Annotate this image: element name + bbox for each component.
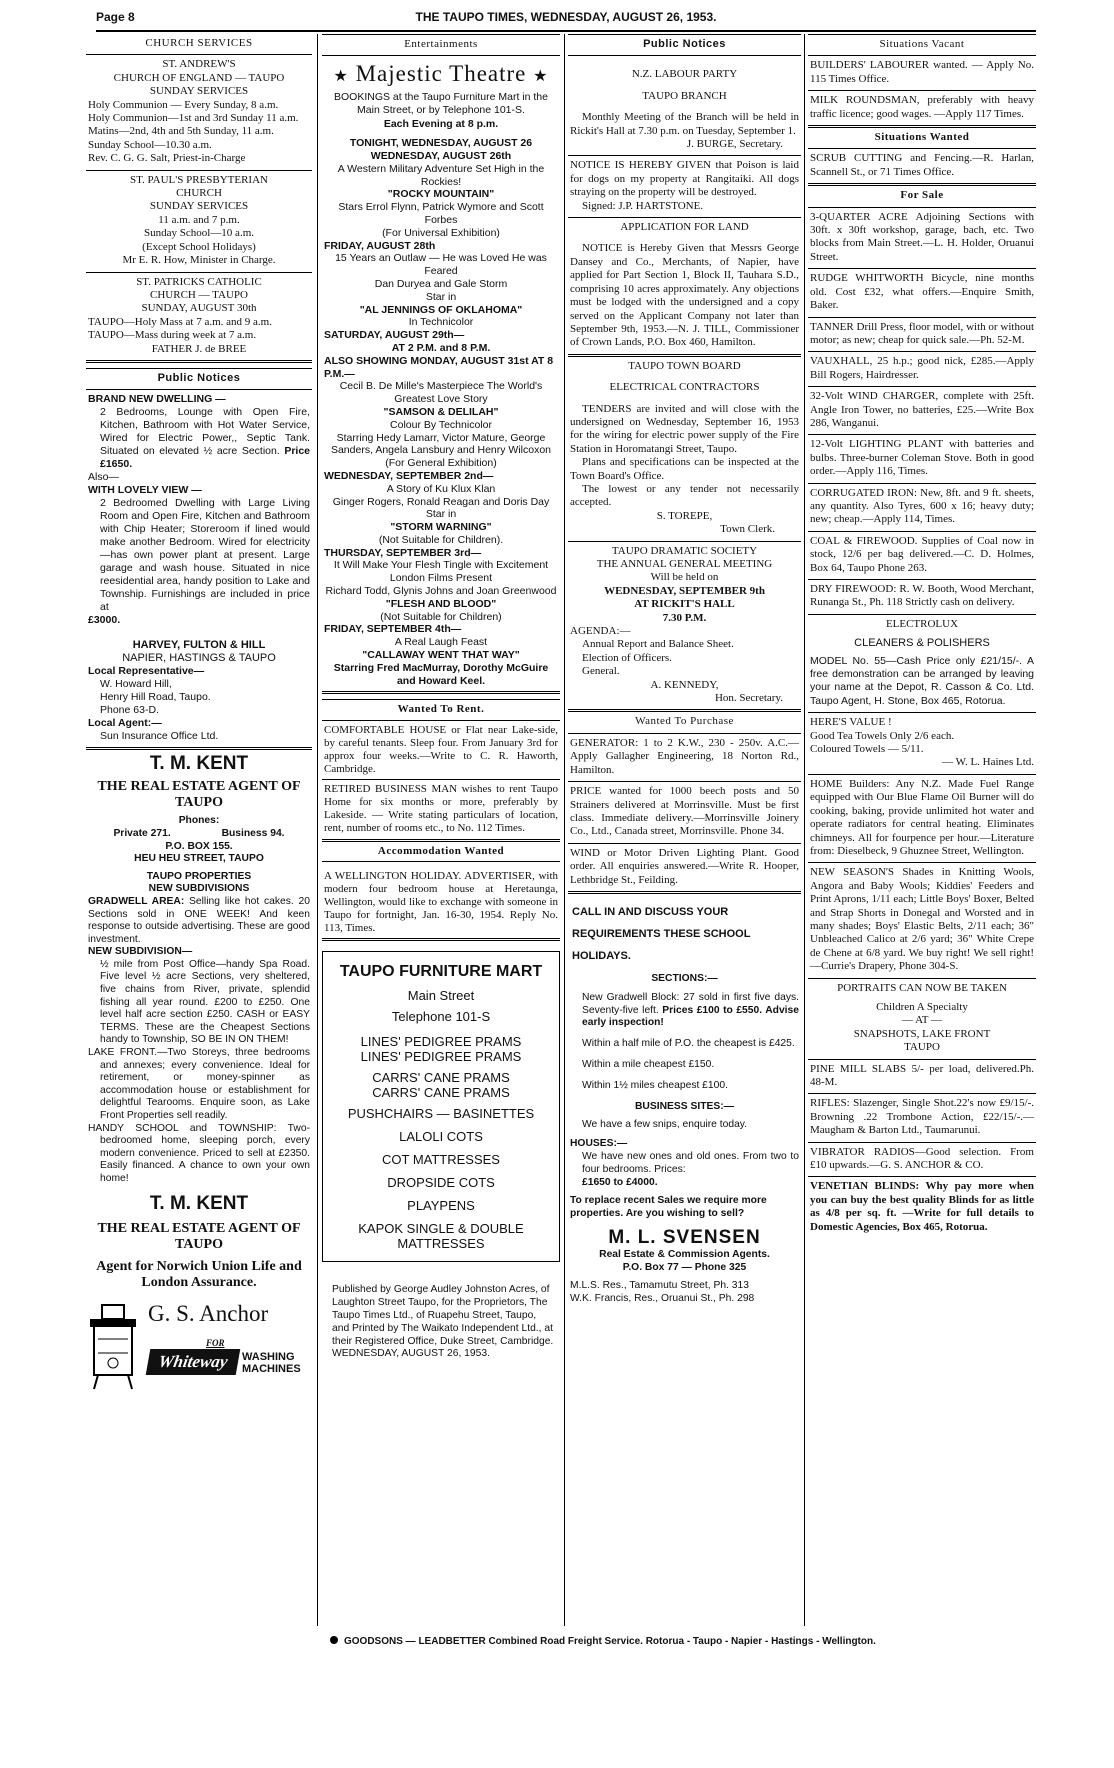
session-time: Each Evening at 8 p.m. [383, 118, 499, 131]
column-rule [564, 34, 565, 1626]
film-note: Colour By Technicolor [390, 418, 492, 431]
church-name: ST. ANDREW'S [162, 58, 236, 71]
section-heading: Accommodation Wanted [377, 844, 505, 857]
church-name: ST. PAUL'S PRESBYTERIAN [130, 173, 268, 186]
film-title: "FLESH AND BLOOD" [385, 597, 497, 610]
classified-ad: COAL & FIREWOOD. Supplies of Coal now in stock, 12/6 per bag delivered.—C. D. Holmes, Box 64, Taupo Phone 263. [808, 532, 1036, 580]
agent-label: Local Agent:— [88, 717, 162, 730]
section-heading: Wanted To Purchase [635, 715, 734, 728]
anchor-ad [86, 1300, 312, 1393]
notice-line: Will be held on [650, 571, 719, 584]
film-stars: Dan Duryea and Gale Storm [374, 277, 508, 290]
notice-sign: S. TOREPE, [656, 509, 713, 522]
column-rule [317, 34, 318, 1626]
footer-banner [330, 1636, 1036, 1647]
imprint [322, 1272, 560, 1361]
imprint-text: Published by George Audley Johnston Acres, of Laughton Street Taupo, for the Proprietors, The Taupo Times Ltd., of Ruapehu Street, Taupo, and Printed by The Waikato Independent Ltd., at their Registered Office, Duke Street, Cambridge. [332, 1284, 554, 1347]
film-title: "CALLAWAY WENT THAT WAY" [362, 649, 520, 662]
classified-ad: HOME Builders: Any N.Z. Made Fuel Range equipped with Our Blue Flame Oil Burner will do cooking, baking, provide unlimited hot water and operate radiators for central heating. Eliminates chimneys. All for fourpence per hour.—Literature from: Dieselbeck, 9 Ghuznee Street, Wellington. [808, 775, 1036, 863]
classified-ad: DRY FIREWOOD: R. W. Booth, Wood Merchant, Runanga St., Ph. 118 Strictly cash on delivery. [808, 580, 1036, 615]
masthead: THE TAUPO TIMES, WEDNESDAY, AUGUST 26, 1953. [415, 10, 717, 24]
section-heading: Public Notices [157, 371, 241, 384]
kent-ad-2 [86, 1190, 312, 1295]
section-heading: Situations Wanted [874, 131, 970, 144]
film-stars: Ginger Rogers, Ronald Reagan and Doris Day Star in [332, 495, 550, 521]
mart-item: CARRS' CANE PRAMS [372, 1070, 510, 1086]
service-line: TAUPO—Holy Mass at 7 a.m. and 9 a.m. [88, 315, 272, 328]
film-stars: Starring Fred MacMurray, Dorothy McGuire and Howard Keel. [333, 661, 549, 687]
service-line: Matins—2nd, 4th and 5th Sunday, 11 a.m. [88, 125, 274, 138]
mart-item: KAPOK SINGLE & DOUBLE MATTRESSES [358, 1221, 524, 1252]
svensen-sub: Real Estate & Commission Agents. [599, 1248, 770, 1260]
classified-ad: 12-Volt LIGHTING PLANT with batteries and bulbs. Three-burner Coleman Stove. Both in good order.—Apply 116, Times. [808, 435, 1036, 483]
sections-line: Within a mile cheapest £150. [582, 1058, 715, 1070]
notice-title: APPLICATION FOR LAND [620, 221, 749, 234]
imprint-date: WEDNESDAY, AUGUST 26, 1953. [332, 1348, 490, 1360]
phone-private: Private 271. [113, 827, 171, 839]
notice-sign: J. BURGE, Secretary. [686, 138, 783, 151]
film-stars: Stars Errol Flynn, Patrick Wymore and Scott Forbes [338, 201, 544, 226]
notice-body: NOTICE IS HEREBY GIVEN that Poison is laid for dogs on my property at Rangitaiki. All dogs straying on the property will be destroyed. [570, 159, 799, 199]
notice-title: N.Z. LABOUR PARTY [631, 68, 738, 81]
notice-body: Plans and specifications can be inspected at the Town Board's Office. [570, 456, 799, 482]
situations-wanted-heading [808, 128, 1036, 149]
school-ad: HANDY SCHOOL and TOWNSHIP: Two-bedroomed home, sleeping porch, every modern convenience. Priced to sell at £2350. Easily financed. A chance to own your own home! [88, 1122, 310, 1184]
church-place: CHURCH [176, 187, 222, 200]
sections-line: New Gradwell Block: 27 sold in first five days. Seventy-five left. Prices £100 to £550. Advise early inspection! [582, 991, 799, 1029]
section-heading: For Sale [900, 189, 944, 202]
classified-ad: SCRUB CUTTING and Fencing.—R. Harlan, Scannell St., or 71 Times Office. [808, 149, 1036, 186]
film-stars: Star in [425, 290, 457, 303]
entertainments-heading [322, 34, 560, 56]
gradwell-ad: GRADWELL AREA: Selling like hot cakes. 20 Sections sold in ONE WEEK! And keen response to outside advertising. These are good investment. [88, 895, 310, 945]
town-board-tender [568, 357, 801, 542]
section-heading: Wanted To Rent. [397, 703, 485, 716]
film-stars: Starring Hedy Lamarr, Victor Mature, George Sanders, Angela Lansbury and Henry Wilcoxon [330, 431, 552, 457]
land-application [568, 218, 801, 357]
classified-ad: 32-Volt WIND CHARGER, complete with 25ft. Angle Iron Tower, no batteries, £25.—Write Box 286, Wanganui. [808, 387, 1036, 435]
kent-title: THE REAL ESTATE AGENT OF TAUPO [97, 779, 301, 811]
program-date: FRIDAY, AUGUST 28th [324, 239, 436, 252]
notice-sub: ELECTRICAL CONTRACTORS [609, 381, 760, 394]
agenda-item: General. [582, 665, 620, 678]
program-desc: 15 Years an Outlaw — He was Loved He was Feared [335, 252, 547, 278]
agency-towns: NAPIER, HASTINGS & TAUPO [122, 652, 276, 665]
business-sites-line: We have a few snips, enquire today. [582, 1119, 748, 1131]
washing-machines-label: WASHING MACHINES [242, 1350, 301, 1375]
svensen-res: M.L.S. Res., Tamamutu Street, Ph. 313 [570, 1280, 749, 1292]
phone-business: Business 94. [221, 827, 285, 839]
section-heading: Entertainments [404, 38, 478, 50]
svensen-box: P.O. Box 77 — Phone 325 [622, 1261, 747, 1273]
ad-heading: WITH LOVELY VIEW — [88, 484, 202, 497]
church-date: SUNDAY, AUGUST 30th [141, 302, 257, 315]
sections-line: Within 1½ miles cheapest £100. [582, 1079, 728, 1091]
value-ad [808, 713, 1036, 775]
anchor-for: FOR [206, 1337, 225, 1348]
film-title: "SAMSON & DELILAH" [383, 405, 499, 418]
lake-front-ad: LAKE FRONT.—Two Storeys, three bedrooms and annexes; every convenience. Ideal for retirement, or money-spinner as accommodation house or establishment for delightful Tearooms. Enquire soon, as Lake Front Properties sell readily. [88, 1047, 310, 1121]
houses-label: HOUSES:— [570, 1138, 628, 1150]
classified-ad: VAUXHALL, 25 h.p.; good nick, £285.—Apply Bill Rogers, Hairdresser. [808, 352, 1036, 387]
page-number: Page 8 [96, 10, 135, 24]
program-date: ALSO SHOWING MONDAY, AUGUST 31st AT 8 P.M.— [324, 354, 554, 380]
rep-line: Phone 63-D. [100, 704, 159, 717]
rep-label: Local Representative— [88, 665, 205, 678]
notice-role: Hon. Secretary. [714, 692, 783, 705]
service-line: Holy Communion—1st and 3rd Sunday 11 a.m. [88, 112, 299, 125]
mart-item: PLAYPENS [407, 1198, 475, 1214]
film-note: London Films Present [389, 572, 493, 585]
notice-role: Town Clerk. [720, 523, 775, 536]
program-date: WEDNESDAY, AUGUST 26th [370, 149, 512, 162]
mart-item: LINES' PEDIGREE PRAMS [360, 1049, 522, 1065]
portraits-line: Children A Specialty [876, 1000, 968, 1013]
presbyterian-notice [86, 171, 312, 273]
phone-numbers [88, 828, 310, 841]
kent-ad [86, 750, 312, 1189]
dramatic-society-notice [568, 542, 801, 713]
notice-sub: THE ANNUAL GENERAL MEETING [596, 558, 773, 570]
accommodation-ad: A WELLINGTON HOLIDAY. ADVERTISER, with modern four bedroom house at Heretaunga, Wellington, would like to exchange with someone in Taupo for fortnight, Jan. 16-30, 1954. Reply No. 113, Times. [322, 862, 560, 941]
bullet-icon [330, 1636, 338, 1644]
value-title: HERE'S VALUE ! [810, 716, 892, 729]
agenda-item: Annual Report and Balance Sheet. [582, 638, 734, 651]
rent-ad: RETIRED BUSINESS MAN wishes to rent Taupo Home for six months or more, preferably by Lakeside. — Write stating particulars of location, rent, number of rooms etc., to No. 112 Times. [322, 780, 560, 841]
church-name: ST. PATRICKS CATHOLIC [136, 275, 262, 288]
program-date: THURSDAY, SEPTEMBER 3rd— [324, 546, 482, 559]
portraits-line: TAUPO [904, 1041, 940, 1054]
mart-item: PUSHCHAIRS — BASINETTES [347, 1106, 535, 1122]
notice-sign: A. KENNEDY, [650, 678, 719, 691]
po-box: P.O. BOX 155. [165, 840, 233, 852]
notice-sub: TAUPO BRANCH [642, 89, 727, 102]
classified-ad: RUDGE WHITWORTH Bicycle, nine months old. Cost £32, what offers.—Enquire Smith, Baker. [808, 269, 1036, 317]
kent-name: T. M. KENT [149, 1192, 249, 1214]
kent-name: T. M. KENT [149, 753, 249, 775]
ad-body: 2 Bedroomed Dwelling with Large Living Room and Open Fire, Kitchen and Bathroom with Chip Heater; Storeroom if lined would make another Bedroom. Wired for electricity —has own power plant at present. Large garage and wash house. Situated in nice reesidential area, handy position to Lake and Township. Furnishings are included in price at [100, 497, 310, 614]
program-time: AT 2 P.M. and 8 P.M. [391, 341, 491, 354]
notice-place: AT RICKIT'S HALL [634, 598, 735, 611]
washing-machine-icon [86, 1303, 144, 1391]
public-notices-heading [568, 34, 801, 56]
priest-name: FATHER J. de BREE [151, 342, 247, 355]
furniture-mart-ad [322, 951, 560, 1262]
street: HEU HEU STREET, TAUPO [134, 853, 264, 865]
service-line: TAUPO—Mass during week at 7 a.m. [88, 329, 257, 342]
accommodation-heading [322, 842, 560, 863]
notice-title: TAUPO DRAMATIC SOCIETY [611, 544, 758, 557]
ad-body: 2 Bedrooms, Lounge with Open Fire, Kitchen, Bathroom with Hot Water Service, Wired for Electric Power,, Septic Tank. Situated on elevated ½ acre Section. Price £1650. [100, 406, 310, 471]
column-1 [86, 34, 312, 1630]
norwich-line: Agent for Norwich Union Life and London Assurance. [96, 1258, 302, 1290]
film-title: "STORM WARNING" [390, 521, 492, 534]
church-sub: SUNDAY SERVICES [149, 85, 249, 98]
rep-line: W. Howard Hill, [100, 678, 172, 691]
electrolux-title: ELECTROLUX [885, 617, 959, 630]
classified-ad: VENETIAN BLINDS: Why pay more when you can buy the best quality Blinds for as little as 4/8 per sq. ft. —Write for full details to Domestic Agencies, Box 465, Rotorua. [810, 1180, 1034, 1233]
mart-street: Main Street [407, 988, 475, 1004]
program-desc: It Will Make Your Flesh Tingle with Excitement [333, 559, 549, 572]
film-note: In Technicolor [408, 316, 474, 329]
service-line: SUNDAY SERVICES [149, 200, 249, 213]
props-label: TAUPO PROPERTIES [146, 870, 252, 882]
portraits-line: SNAPSHOTS, LAKE FRONT [853, 1027, 991, 1040]
labour-notice [568, 56, 801, 156]
program-desc: A Real Laugh Feast [394, 636, 488, 649]
classified-ad: MILK ROUNDSMAN, preferably with heavy traffic licence; good wages. —Apply 117 Times. [808, 91, 1036, 128]
classified-ad: PINE MILL SLABS 5/- per load, delivered.Ph. 48-M. [808, 1060, 1036, 1095]
callin-heading: CALL IN AND DISCUSS YOUR REQUIREMENTS THESE SCHOOL HOLIDAYS. [572, 905, 751, 962]
electrolux-sub: CLEANERS & POLISHERS [854, 637, 990, 650]
service-line: 11 a.m. and 7 p.m. [158, 213, 240, 226]
mart-item: DROPSIDE COTS [387, 1175, 495, 1191]
classified-ad: TANNER Drill Press, floor model, with or without motor; as new; cheap for quick sale.—Ph. 52-M. [808, 318, 1036, 353]
majestic-theatre-ad [322, 56, 560, 695]
business-sites-label: BUSINESS SITES:— [635, 1100, 734, 1112]
rep-line: Henry Hill Road, Taupo. [100, 691, 211, 704]
mart-item: COT MATTRESSES [382, 1152, 500, 1168]
service-line: (Except School Holidays) [142, 240, 256, 253]
footer-text: GOODSONS — LEADBETTER Combined Road Freight Service. Rotorua - Taupo - Napier - Hastings - Wellington. [344, 1636, 876, 1647]
program-date: SATURDAY, AUGUST 29th— [324, 329, 465, 342]
section-heading: CHURCH SERVICES [145, 37, 253, 49]
houses-price: £1650 to £4000. [582, 1176, 658, 1188]
church-place: CHURCH OF ENGLAND — TAUPO [113, 71, 285, 84]
film-rating: (For General Exhibition) [385, 457, 497, 470]
sections-label: SECTIONS:— [651, 972, 718, 984]
service-line: Holy Communion — Every Sunday, 8 a.m. [88, 98, 279, 111]
star-icon: ★ [533, 65, 549, 85]
column-2 [322, 34, 560, 1630]
agent-name: Sun Insurance Office Ltd. [100, 730, 219, 743]
program-desc: A Western Military Adventure Set High in the Rockies! [337, 162, 545, 188]
purchase-ad: GENERATOR: 1 to 2 K.W., 230 - 250v. A.C.—Apply Gallagher Engineering, 18 Norton Rd., Hamilton. [568, 734, 801, 782]
value-sign: — W. L. Haines Ltd. [942, 756, 1034, 769]
public-notices-heading [86, 368, 312, 390]
svensen-ad [568, 894, 801, 1310]
subdiv-label: NEW SUBDIVISIONS [148, 883, 250, 895]
catholic-notice [86, 273, 312, 363]
star-icon: ★ [333, 65, 349, 85]
purchase-ad: WIND or Motor Driven Lighting Plant. Good order. All enquiries answered.—Write R. Hooper, Lethbridge St., Feilding. [568, 844, 801, 894]
notice-date: WEDNESDAY, SEPTEMBER 9th [604, 584, 765, 597]
agenda-item: Election of Officers. [582, 651, 672, 664]
purchase-ad: PRICE wanted for 1000 beech posts and 50 Strainers delivered at Morrinsville. Must be first class. Immediate delivery.—Morrinsville Joinery Co., Ltd., Canada street, Morrinsville. Phone 34. [568, 782, 801, 844]
for-sale-heading [808, 186, 1036, 207]
mart-item: LINES' PEDIGREE PRAMS [360, 1034, 522, 1050]
replace-line: To replace recent Sales we require more properties. Are you wishing to sell? [570, 1195, 767, 1220]
agency-ad [86, 631, 312, 750]
service-line: Rev. C. G. G. Salt, Priest-in-Charge [88, 152, 246, 165]
portraits-title: PORTRAITS CAN NOW BE TAKEN [837, 981, 1007, 994]
dwelling-ads [86, 390, 312, 631]
column-4 [808, 34, 1036, 1630]
portraits-line: — AT — [901, 1014, 943, 1027]
section-heading: Public Notices [643, 38, 726, 50]
program-date: WEDNESDAY, SEPTEMBER 2nd— [324, 469, 494, 482]
mart-item: LALOLI COTS [399, 1129, 483, 1145]
classified-ad: 3-QUARTER ACRE Adjoining Sections with 30ft. x 30ft workshop, garage, bach, etc. Two blocks from Main Street.—L. H. Holder, Oruanui Street. [808, 208, 1036, 270]
classified-ad: VIBRATOR RADIOS—Good selection. From £10 upwards.—G. S. ANCHOR & CO. [808, 1143, 1036, 1178]
kent-title: THE REAL ESTATE AGENT OF TAUPO [97, 1220, 301, 1252]
program-desc: A Story of Ku Klux Klan [386, 482, 496, 495]
houses-line: We have new ones and old ones. From two to four bedrooms. Prices: [582, 1150, 799, 1175]
phones-label: Phones: [178, 815, 220, 827]
poison-notice [568, 156, 801, 218]
notice-body: TENDERS are invited and will close with the undersigned on Wednesday, September 16, 1953 for the wiring for electric power supply of the Fire Station in Horomatangi Street, Taupo. [570, 402, 799, 455]
sections-line: Within a half mile of P.O. the cheapest is £425. [582, 1038, 795, 1050]
theatre-title: ★ Majestic Theatre ★ [333, 60, 549, 86]
electrolux-ad [808, 615, 1036, 713]
portraits-ad [808, 979, 1036, 1060]
classified-ad: BUILDERS' LABOURER wanted. — Apply No. 115 Times Office. [808, 56, 1036, 91]
ad-heading: BRAND NEW DWELLING — [88, 393, 226, 406]
mart-phone: Telephone 101-S [391, 1009, 491, 1025]
rent-ad: COMFORTABLE HOUSE or Flat near Lake-side, by careful tenants. Sleep four. From January 3rd for approx four weeks.—Write to C. R. Haworth, Cambridge. [322, 721, 560, 780]
classified-ad: CORRUGATED IRON: New, 8ft. and 9 ft. sheets, any quantity. Also Tyres, 600 x 16; heavy duty; new; cheap.—Apply 114, Times. [808, 484, 1036, 532]
film-rating: (Not Suitable for Children). [378, 533, 504, 546]
anglican-notice [86, 55, 312, 170]
program-desc: Cecil B. De Mille's Masterpiece The World's Greatest Love Story [339, 380, 543, 406]
church-services [86, 34, 312, 55]
notice-body: Monthly Meeting of the Branch will be held in Rickit's Hall at 7.30 p.m. on Tuesday, September 1. [570, 111, 799, 137]
ad-price: £3000. [88, 614, 121, 627]
notice-time: 7.30 P.M. [662, 611, 707, 624]
film-rating: (Not Suitable for Children) [380, 610, 502, 623]
notice-body: The lowest or any tender not necessarily accepted. [570, 482, 799, 509]
newsub-body: ½ mile from Post Office—handy Spa Road. Five level ½ acre Sections, very sheltered, five chains from River, private, splendid fishing all year round. £200 to £250. One level half acre section £250. CASH or EASY TERMS. These are the Cheapest Sections handy to Township, SO BE IN ON THEM! [100, 958, 310, 1046]
program-date: TONIGHT, WEDNESDAY, AUGUST 26 [349, 137, 533, 150]
service-line: Sunday School—10.30 a.m. [88, 138, 212, 151]
notice-sign: Signed: J.P. HARTSTONE. [582, 199, 704, 212]
agenda-label: AGENDA:— [570, 625, 631, 638]
value-line: Coloured Towels — 5/11. [810, 743, 924, 756]
page-header [96, 8, 1036, 32]
film-rating: (For Universal Exhibition) [382, 226, 500, 239]
classified-ad: RIFLES: Slazenger, Single Shot.22's now £9/15/-. Browning .22 Trombone Action, £22/15/-.—Maugham & Barton Ltd., Taumarunui. [808, 1094, 1036, 1142]
value-line: Good Tea Towels Only 2/6 each. [810, 729, 955, 742]
service-line: Sunday School—10 a.m. [144, 227, 254, 240]
film-stars: Richard Todd, Glynis Johns and Joan Greenwood [325, 585, 557, 598]
anchor-name: G. S. Anchor [148, 1300, 269, 1326]
church-place: CHURCH — TAUPO [150, 288, 248, 301]
section-heading: Situations Vacant [879, 38, 965, 50]
wanted-purchase-heading [568, 712, 801, 733]
mart-title: TAUPO FURNITURE MART [339, 963, 543, 981]
wanted-to-rent-heading [322, 699, 560, 721]
notice-body: NOTICE is Hereby Given that Messrs George Dansey and Co., Merchants, of Napier, have applied for Part Section 1, Block II, Tauhara S.D., comprising 10 acres approximately. Any objections must be lodged with the undersigned and a copy served on the Applicant Company not later than September 9th, 1953.—N. J. TILL, Commissioner of Crown Lands, P.O. Box 460, Hamilton. [570, 242, 799, 349]
svensen-res: W.K. Francis, Res., Oruanui St., Ph. 298 [570, 1293, 755, 1305]
newsub-heading: NEW SUBDIVISION— [88, 946, 193, 958]
agency-name: HARVEY, FULTON & HILL [132, 639, 266, 652]
bookings: BOOKINGS at the Taupo Furniture Mart in the Main Street, or by Telephone 101-S. [334, 90, 548, 116]
column-3 [568, 34, 801, 1630]
whiteway-logo: Whiteway [146, 1349, 241, 1375]
situations-vacant-heading [808, 34, 1036, 56]
program-date: FRIDAY, SEPTEMBER 4th— [324, 623, 462, 636]
also-label: Also— [88, 471, 119, 484]
film-title: "ROCKY MOUNTAIN" [387, 188, 495, 201]
svensen-name: M. L. SVENSEN [608, 1226, 761, 1248]
electrolux-body: MODEL No. 55—Cash Price only £21/15/-. A free demonstration can be arranged by leaving your name at the Depot, R. Casson & Co. Ltd. Taupo Agent, H. Stone, Box 465, Rotorua. [810, 654, 1034, 707]
column-rule [804, 34, 805, 1626]
classified-ad: NEW SEASON'S Shades in Knitting Wools, Angora and Baby Wools; Kiddies' Feeders and Print Aprons, 1/11 each; Little Boys' Boxer, Belted and Strap Shorts in Donegal and Worsted and in many shades; Boys' Elastic Belts, 2/11 each; 36" Unbleached Calico at 2/6 yard; 36" White Crepe de Chene at 6/8 yard. We buy right! We sell right!—Currie's Drapery, Phone 304-S. [808, 863, 1036, 978]
mart-item: CARRS' CANE PRAMS [372, 1085, 510, 1101]
service-line: Mr E. R. How, Minister in Charge. [122, 254, 276, 267]
film-title: "AL JENNINGS OF OKLAHOMA" [359, 303, 523, 316]
notice-title: TAUPO TOWN BOARD [628, 359, 741, 372]
